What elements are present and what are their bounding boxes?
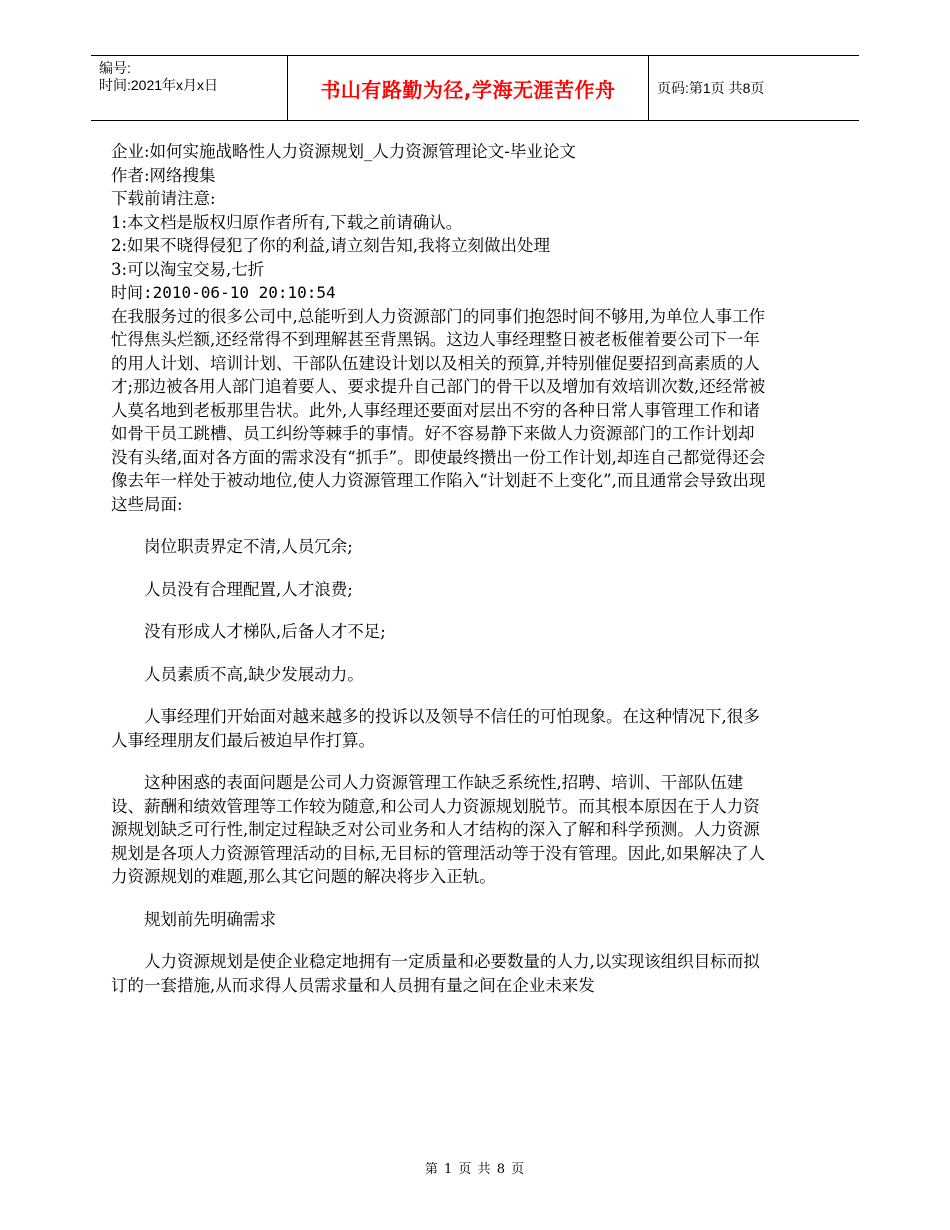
notice-item-3: 3:可以淘宝交易,七折 <box>111 259 265 279</box>
paragraph-3: 这种困惑的表面问题是公司人力资源管理工作缺乏系统性,招聘、培训、干部队伍建设、薪酬和绩效管理等工作较为随意,和公司人力资源规划脱节。而其根本原因在于人力资源规划缺乏可行性,制定过程缺乏对公司业务和人才结构的深入了解和科学预测。人力资源规划是各项人力资源管理活动的目标,无目标的管理活动等于没有管理。因此,如果解决了人力资源规划的难题,那么其它问题的解决将步入正轨。 <box>111 773 765 886</box>
document-author: 作者:网络搜集 <box>111 165 216 185</box>
paragraph-1: 在我服务过的很多公司中,总能听到人力资源部门的同事们抱怨时间不够用,为单位人事工作忙得焦头烂额,还经常得不到理解甚至背黑锅。这边人事经理整日被老板催着要公司下一年的用人计划、培训计划、干部队伍建设计划以及相关的预算,并特别催促要招到高素质的人才;那边被各用人部门追着要人、要求提升自己部门的骨干以及增加有效培训次数,还经常被人莫名地到老板那里告状。此外,人事经理还要面对层出不穷的各种日常人事管理工作和诸如骨干员工跳槽、员工纠纷等棘手的事情。好不容易静下来做人力资源部门的工作计划却没有头绪,面对各方面的需求没有“抓手”。即使最终攒出一份工作计划,却连自己都觉得还会像去年一样处于被动地位,使人力资源管理工作陷入“计划赶不上变化”,而且通常会导致出现这些局面: <box>111 306 766 514</box>
section-heading: 规划前先明确需求 <box>144 909 276 929</box>
document-title: 企业:如何实施战略性人力资源规划_人力资源管理论文-毕业论文 <box>111 142 576 161</box>
header-meta-cell <box>91 56 287 120</box>
list-item-2: 人员没有合理配置,人才浪费; <box>144 579 353 599</box>
header-motto: 书山有路勤为径,学海无涯苦作舟 <box>287 56 649 120</box>
list-item-3: 没有形成人才梯队,后备人才不足; <box>144 622 386 641</box>
document-body <box>111 140 769 997</box>
paragraph-2: 人事经理们开始面对越来越多的投诉以及领导不信任的可怕现象。在这种情况下,很多人事经理朋友们最后被迫早作打算。 <box>111 707 760 750</box>
notice-item-2: 2:如果不晓得侵犯了你的利益,请立刻告知,我将立刻做出处理 <box>111 236 551 255</box>
notice-title: 下载前请注意: <box>111 189 216 208</box>
page-header <box>91 55 859 121</box>
list-item-1: 岗位职责界定不清,人员冗余; <box>144 537 353 556</box>
document-date-label: 时间:2021年x月x日 <box>99 77 219 93</box>
header-page-number: 页码:第1页 共8页 <box>657 80 765 96</box>
paragraph-4: 人力资源规划是使企业稳定地拥有一定质量和必要数量的人力,以实现该组织目标而拟订的一套措施,从而求得人员需求量和人员拥有量之间在企业未来发 <box>111 952 760 995</box>
document-number-label: 编号: <box>99 60 131 76</box>
page-footer: 第 1 页 共 8 页 <box>424 1162 526 1177</box>
notice-item-1: 1:本文档是版权归原作者所有,下载之前请确认。 <box>111 212 463 232</box>
list-item-4: 人员素质不高,缺少发展动力。 <box>144 664 364 684</box>
document-timestamp: 时间:2010-06-10 20:10:54 <box>111 283 336 302</box>
